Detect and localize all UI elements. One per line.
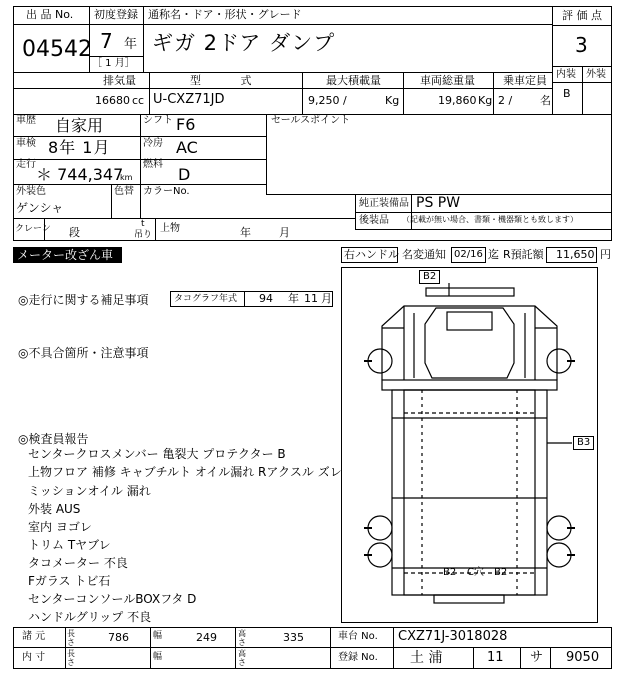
ac-label: 冷房 xyxy=(143,138,163,149)
max-load-value: 9,250 / xyxy=(308,94,347,107)
divider xyxy=(552,25,612,26)
tachograph-month: 11 xyxy=(304,292,318,305)
exterior-color-value: ゲンシャ xyxy=(16,201,64,215)
height-label: 高さ xyxy=(238,629,246,647)
inspector-line: センターコンソールBOXフタ D xyxy=(28,592,197,606)
divider xyxy=(13,136,266,137)
lot-no-label: 出 品 No. xyxy=(26,8,74,21)
divider xyxy=(89,56,143,57)
displacement-unit: cc xyxy=(132,94,145,107)
divider xyxy=(266,114,267,194)
interior-grade: B xyxy=(563,87,571,100)
shift-label: シフト xyxy=(143,115,173,126)
std-equipment-value: PS PW xyxy=(416,195,461,211)
mileage-label: 走行 xyxy=(16,159,36,170)
model-code: U-CXZ71JD xyxy=(153,92,225,107)
divider xyxy=(111,184,112,218)
plate-region: 土 浦 xyxy=(410,650,443,666)
color-change-label: 色替 xyxy=(114,186,134,197)
divider xyxy=(520,647,521,669)
divider xyxy=(244,291,245,307)
vehicle-name: ギガ 2ドア ダンプ xyxy=(152,31,336,55)
plate-kana: サ xyxy=(530,650,544,665)
recycle-unit: 円 xyxy=(600,248,611,261)
displacement-label: 排気量 xyxy=(103,74,136,87)
drive-side: 右ハンドル xyxy=(344,248,399,261)
inspector-line: トリム Tヤブレ xyxy=(28,538,111,552)
inspector-line: 室内 ヨゴレ xyxy=(28,520,92,534)
chassis-no: CXZ71J-3018028 xyxy=(398,629,508,644)
divider xyxy=(13,647,612,648)
tachograph-month-unit: 月 xyxy=(321,292,332,305)
std-equipment-label: 純正装備品 xyxy=(359,198,409,209)
name-change-label: 名変通知 xyxy=(402,248,446,261)
mileage-unit: km xyxy=(120,173,133,182)
tachograph-year-unit: 年 xyxy=(288,292,299,305)
divider xyxy=(13,24,552,25)
deadline-marker: 迄 xyxy=(488,248,499,261)
recycle-amount: 11,650 xyxy=(556,248,595,261)
capacity-value: 2 / xyxy=(498,94,513,107)
divider xyxy=(393,627,394,669)
inspector-line: ハンドルグリップ 不良 xyxy=(28,610,152,624)
registration-year: 7 xyxy=(100,29,113,53)
divider xyxy=(150,627,151,669)
divider xyxy=(473,647,474,669)
divider xyxy=(235,627,236,669)
damage-mark-rear-right: B2 xyxy=(494,567,508,578)
driving-supplement-title: ◎走行に関する補足事項 xyxy=(18,293,149,307)
model-code-label: 型 式 xyxy=(190,74,270,87)
inner-height-label: 高さ xyxy=(238,649,246,667)
displacement-value: 16680 xyxy=(95,94,130,107)
inspector-line: Fガラス トビ石 xyxy=(28,574,111,588)
shift-value: F6 xyxy=(176,115,196,134)
gross-weight-unit: Kg xyxy=(478,94,493,107)
divider xyxy=(355,229,612,230)
inspector-line: センタークロスメンバー 亀裂大 プロテクター B xyxy=(28,447,286,461)
aftermarket-label: 後装品 xyxy=(359,215,389,226)
recycle-label: R預託額 xyxy=(503,248,544,261)
exterior-grade-label: 外装 xyxy=(586,69,606,80)
divider xyxy=(302,72,303,115)
history-label: 車歴 xyxy=(16,115,36,126)
divider xyxy=(13,72,552,73)
capacity-label: 乗車定員 xyxy=(503,74,547,87)
upper-body-label: 上物 xyxy=(160,223,180,234)
vehicle-name-label: 通称名・ドア・形状・グレード xyxy=(148,8,302,21)
fuel-label: 燃料 xyxy=(143,159,163,170)
divider xyxy=(330,627,331,669)
width-label: 幅 xyxy=(153,631,163,641)
footer-grid xyxy=(13,627,612,669)
aftermarket-note: （記載が無い場合、書類・機器類とも致します） xyxy=(402,215,578,224)
crane-lift: 吊り xyxy=(134,230,153,240)
upper-body-month: 月 xyxy=(279,226,290,239)
divider xyxy=(13,159,266,160)
inspector-line: タコメーター 不良 xyxy=(28,556,128,570)
defects-title: ◎不具合箇所・注意事項 xyxy=(18,346,149,360)
divider xyxy=(582,66,583,115)
name-change-date: 02/16 xyxy=(454,249,483,260)
divider xyxy=(65,627,66,669)
evaluation-label: 評 価 点 xyxy=(562,9,602,22)
max-load-label: 最大積載量 xyxy=(326,74,381,87)
registration-year-unit: 年 xyxy=(124,37,138,52)
inner-width-label: 幅 xyxy=(153,652,163,662)
tachograph-year: 94 xyxy=(259,292,273,305)
registration-month: ［ 1 月］ xyxy=(92,58,135,69)
length-label: 長さ xyxy=(67,629,75,647)
divider xyxy=(13,184,266,185)
chassis-no-label: 車台 No. xyxy=(338,631,378,642)
length-value: 786 xyxy=(108,631,129,644)
first-registration-label: 初度登録 xyxy=(94,8,138,21)
divider xyxy=(493,72,494,115)
divider xyxy=(552,6,553,115)
fuel-value: D xyxy=(178,165,191,184)
divider xyxy=(155,218,156,241)
inspection-label: 車検 xyxy=(16,138,36,149)
inspector-line: ミッションオイル 漏れ xyxy=(28,484,151,498)
dimensions-label: 諸 元 xyxy=(22,631,46,642)
plate-no-label: 登録 No. xyxy=(338,652,378,663)
crane-ton: t xyxy=(141,219,145,229)
height-value: 335 xyxy=(283,631,304,644)
divider xyxy=(140,114,141,218)
divider xyxy=(143,6,144,72)
inner-dimensions-label: 内 寸 xyxy=(22,652,46,663)
ac-value: AC xyxy=(176,138,198,157)
divider xyxy=(403,72,404,115)
gross-weight-label: 車両総重量 xyxy=(420,74,475,87)
sales-point-label: セールスポイント xyxy=(271,115,351,126)
crane-stage: 段 xyxy=(69,226,80,239)
inner-length-label: 長さ xyxy=(67,649,75,667)
crane-label: クレーン xyxy=(15,224,51,234)
damage-mark-rear-mid: C穴 xyxy=(467,567,484,578)
damage-mark-right-label: B3 xyxy=(577,437,591,448)
width-value: 249 xyxy=(196,631,217,644)
divider xyxy=(149,72,150,115)
damage-mark-front-label: B2 xyxy=(423,271,437,282)
divider xyxy=(13,88,552,89)
history-value: 自家用 xyxy=(55,116,104,135)
evaluation-score: 3 xyxy=(575,33,588,57)
tachograph-label: タコグラフ年式 xyxy=(174,294,238,304)
exterior-color-label: 外装色 xyxy=(16,186,46,197)
gross-weight-value: 19,860 xyxy=(438,94,477,107)
color-number-label: カラーNo. xyxy=(143,186,190,197)
inspection-value: 8年 1月 xyxy=(48,138,111,157)
divider xyxy=(355,212,612,213)
damage-mark-rear-left: B2 xyxy=(443,567,457,578)
divider xyxy=(550,647,551,669)
plate-class: 11 xyxy=(487,650,504,665)
inspector-line: 外装 AUS xyxy=(28,502,81,516)
upper-body-year: 年 xyxy=(240,226,251,239)
divider xyxy=(13,218,355,219)
inspector-report-title: ◎検査員報告 xyxy=(18,432,89,446)
max-load-unit: Kg xyxy=(385,94,400,107)
mileage-value: ＊ 744,347 xyxy=(36,165,124,184)
lot-no: 04542 xyxy=(22,37,92,62)
inspector-line: 上物フロア 補修 キャブチルト オイル漏れ Rアクスル ズレ xyxy=(28,465,342,479)
plate-number: 9050 xyxy=(566,650,600,665)
notice-banner: メーター改ざん車 xyxy=(13,247,122,263)
interior-grade-label: 内装 xyxy=(556,69,576,80)
capacity-unit: 名 xyxy=(540,94,551,107)
